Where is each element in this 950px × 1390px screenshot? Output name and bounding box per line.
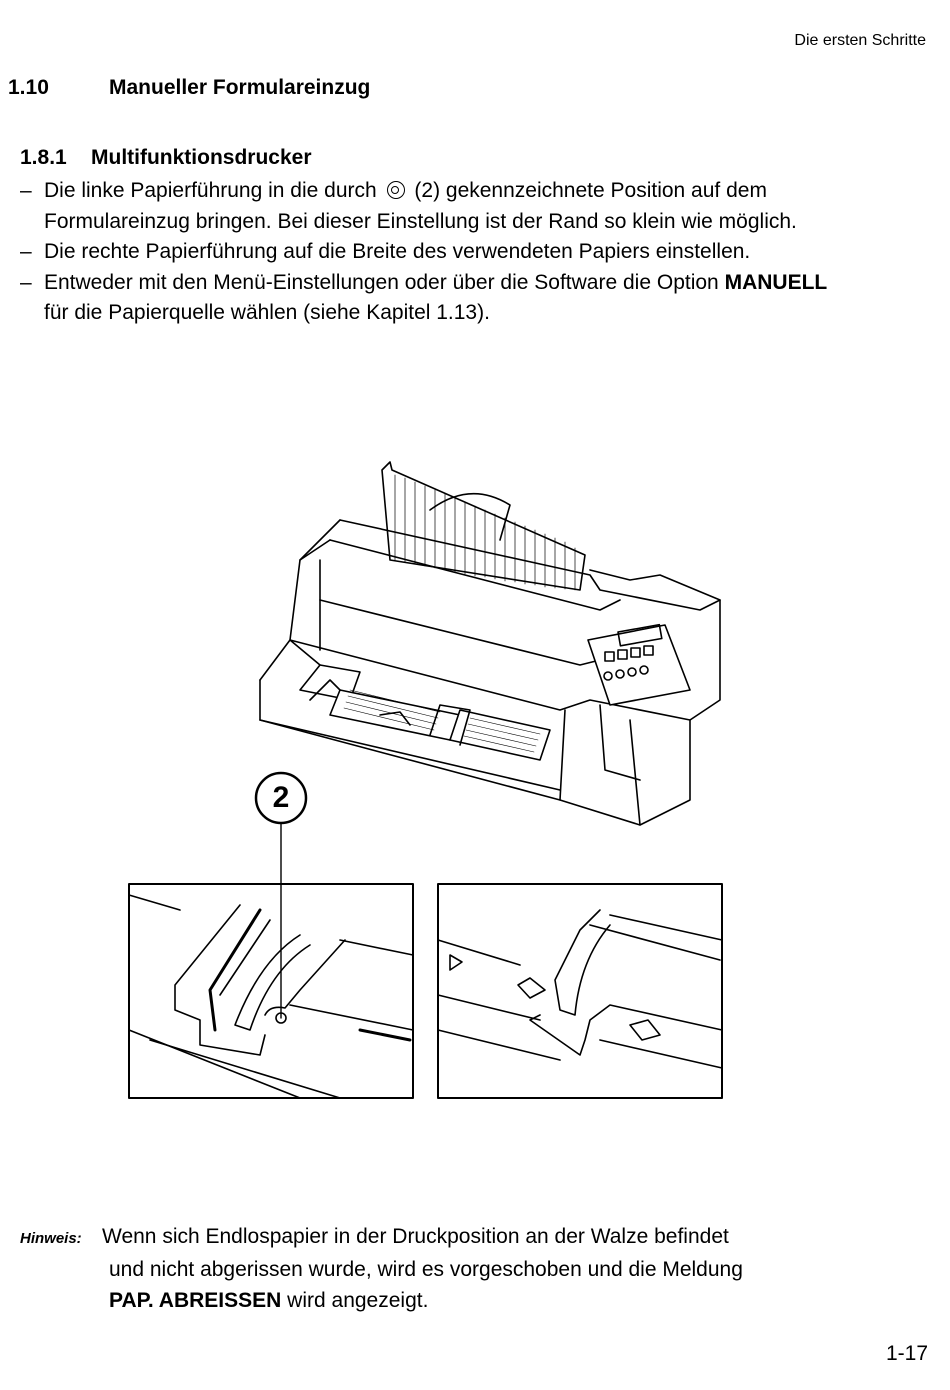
note-block [20,1221,900,1316]
list-item-text: Die rechte Papierführung auf die Breite des verwendeten Papiers einstellen. [44,240,751,263]
message-name: PAP. ABREISSEN [109,1289,282,1312]
note-text: und nicht abgerissen wurde, wird es vorgeschoben und die Meldung [109,1258,743,1281]
note-label: Hinweis: [20,1230,82,1247]
detail-left [129,884,413,1098]
list-item-text: Entweder mit den Menü-Einstellungen oder über die Software die Option [44,270,719,294]
note-text: wird angezeigt. [287,1289,429,1312]
list-dash: – [20,270,32,294]
detail-right [438,884,722,1098]
callout-number: 2 [272,781,290,814]
section-title: Multifunktionsdrucker [91,146,312,169]
list-item-text: Die linke Papierführung in die durch [44,179,377,202]
list-item-text: für die Papierquelle wählen (siehe Kapitel 1.13). [44,301,490,324]
printer-drawing [260,462,720,825]
chapter-number: 1.10 [8,76,49,99]
option-name: MANUELL [724,270,828,294]
note-text: Wenn sich Endlospapier in der Druckposition an der Walze befindet [102,1225,729,1248]
page-number: 1-17 [885,1342,928,1365]
running-header: Die ersten Schritte [794,32,926,49]
list-dash: – [20,240,32,263]
list-item-text: (2) gekennzeichnete Position auf dem Formulareinzug bringen. Bei dieser Einstellung ist der Rand so klein wie möglich. [44,179,797,233]
chapter-title: Manueller Formulareinzug [109,76,371,99]
list-dash: – [20,179,32,202]
section-number: 1.8.1 [20,146,67,169]
